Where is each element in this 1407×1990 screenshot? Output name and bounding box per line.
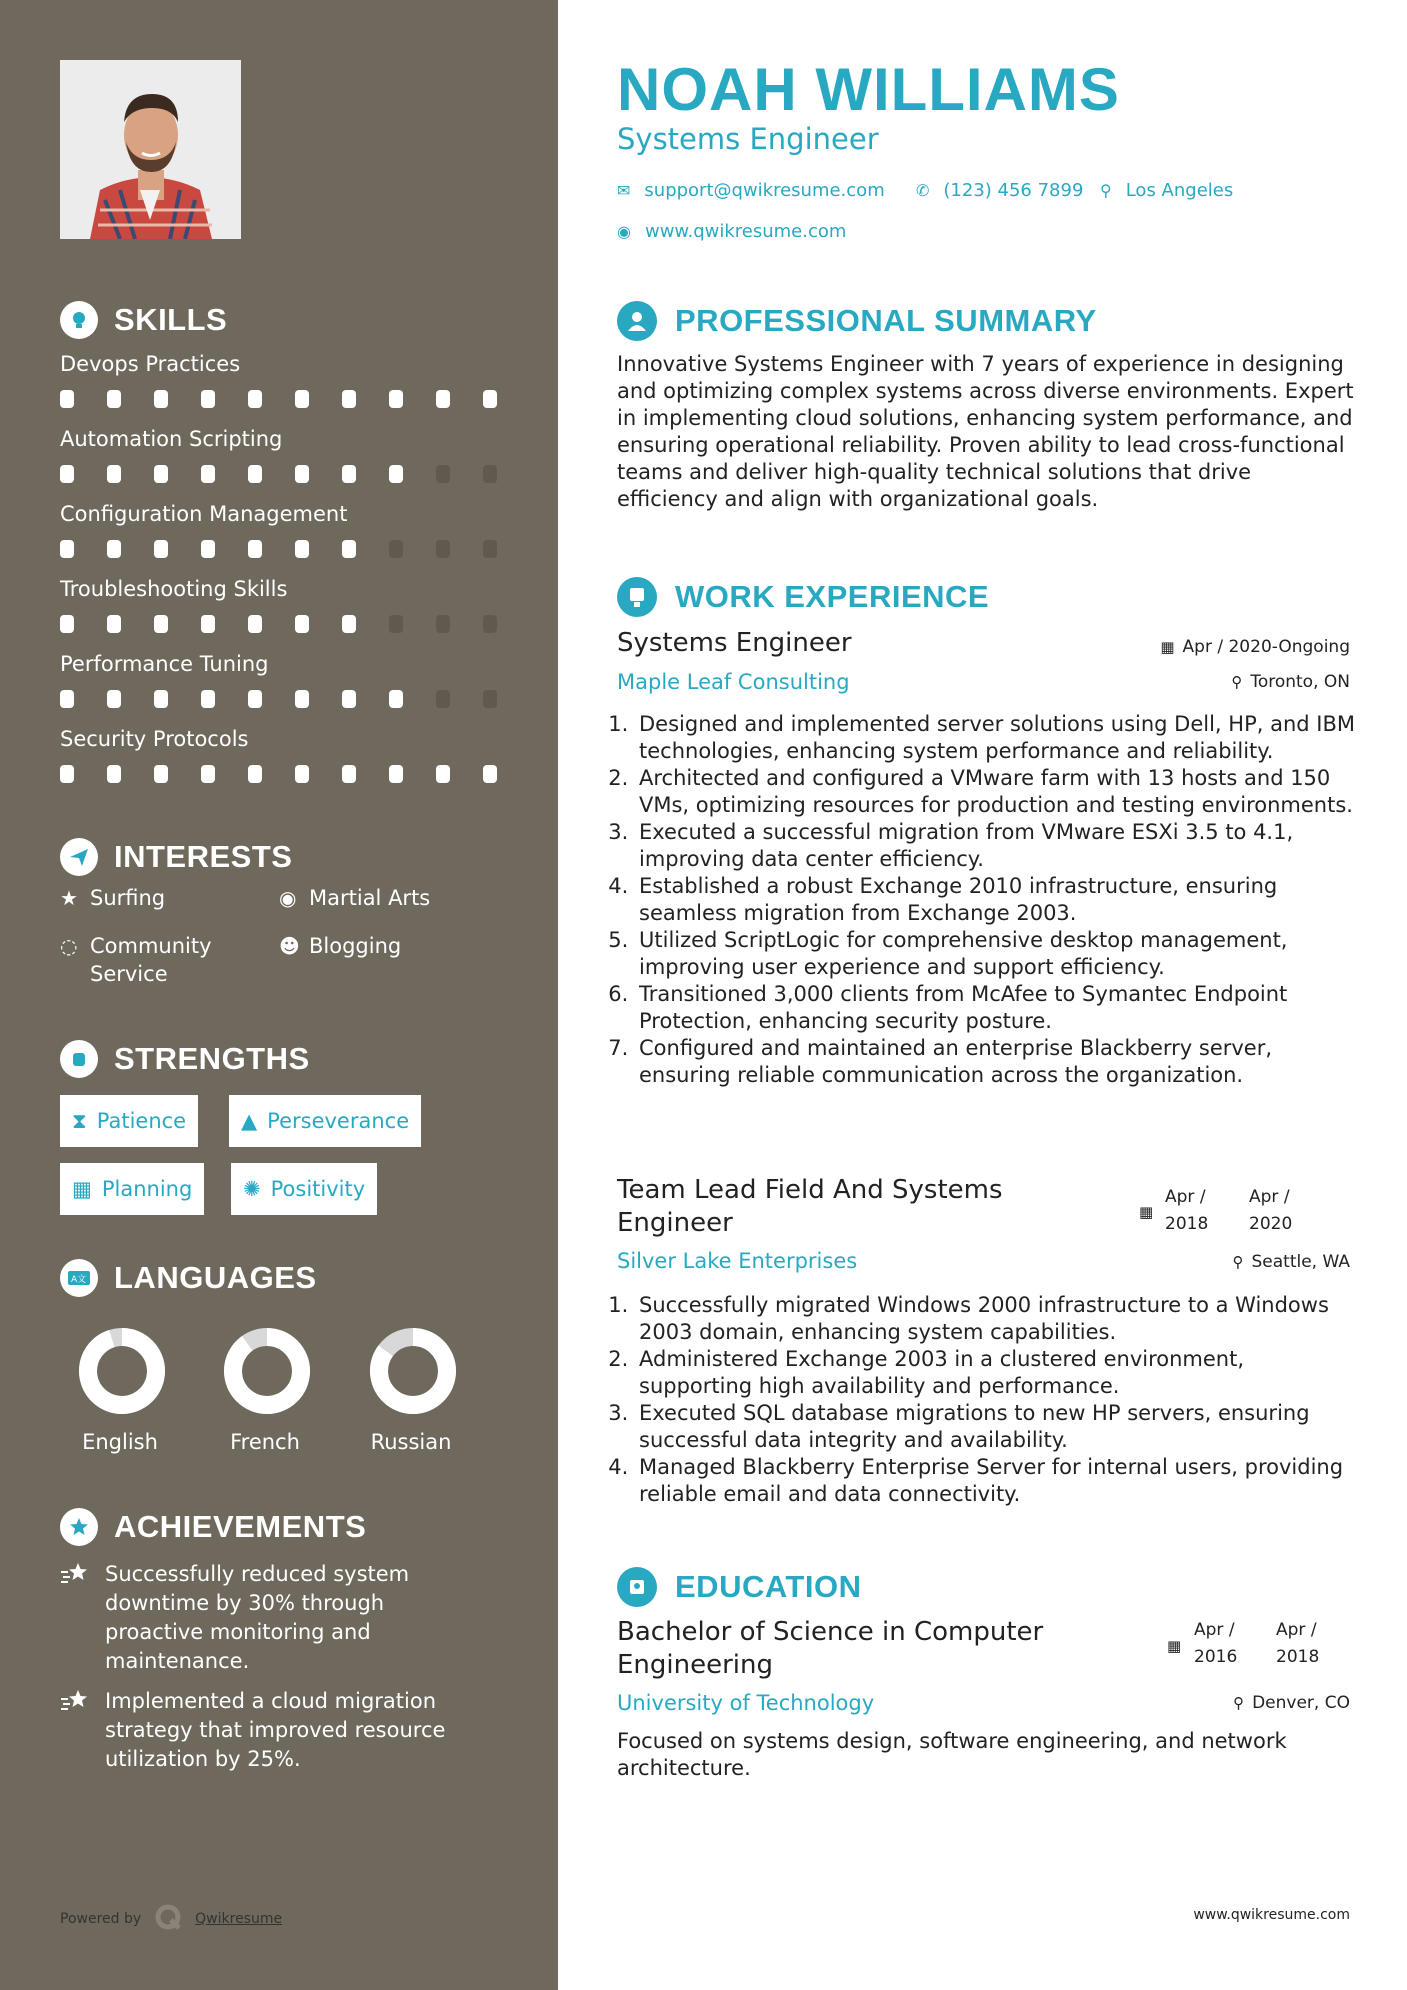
sun-icon: ✺ [243, 1177, 261, 1201]
language-name: English [82, 1430, 158, 1454]
job-location-text: Seattle, WA [1251, 1252, 1350, 1272]
achievement-text: Successfully reduced system downtime by 30% through proactive monitoring and maintenance. [105, 1562, 410, 1673]
skill-rating [60, 540, 530, 558]
achievement-text: Implemented a cloud migration strategy that improved resource utilization by 25%. [105, 1689, 446, 1771]
skill-dot [60, 540, 74, 558]
skill-dot [436, 690, 450, 708]
strength-label: Planning [101, 1177, 193, 1201]
briefcase-icon [617, 577, 657, 617]
skill-dot [60, 690, 74, 708]
job-bullet: 2. Architected and configured a VMware farm with 13 hosts and 150 VMs, optimizing resources for production and testing environments. [635, 765, 1357, 819]
skill-dot [107, 390, 121, 408]
skill-name: Automation Scripting [60, 427, 283, 451]
envelope-icon: ✉ [617, 181, 631, 200]
skill-rating [60, 390, 530, 408]
languages-heading [60, 1259, 317, 1297]
star-badge-icon [60, 1508, 98, 1546]
job-start-month: Apr / [1165, 1187, 1206, 1207]
strengths-title: STRENGTHS [114, 1041, 310, 1076]
strength-badge [231, 1163, 377, 1215]
skill-dot [154, 615, 168, 633]
skill-dot [389, 765, 403, 783]
education-title: EDUCATION [675, 1569, 862, 1604]
work-heading [617, 577, 989, 617]
skill-dot [60, 465, 74, 483]
language-gauge [222, 1326, 312, 1420]
languages-title: LANGUAGES [114, 1260, 317, 1295]
skill-dot [389, 390, 403, 408]
skill-dot [107, 615, 121, 633]
skill-dot [342, 765, 356, 783]
education-start-date [1194, 1617, 1237, 1671]
job-bullet: 1. Designed and implemented server solutions using Dell, HP, and IBM technologies, enhancing system performance and reliability. [635, 711, 1357, 765]
skill-dot [436, 390, 450, 408]
education-end-month: Apr / [1276, 1620, 1317, 1640]
calendar-icon: ▦ [1139, 1203, 1154, 1221]
degree-title: Bachelor of Science in Computer Engineering [617, 1617, 1044, 1680]
skill-rating [60, 615, 530, 633]
skill-dot [483, 540, 497, 558]
language-gauge [77, 1326, 167, 1420]
skill-dot [107, 465, 121, 483]
skill-dot [248, 465, 262, 483]
skill-dot [436, 615, 450, 633]
skill-rating [60, 765, 530, 783]
star-icon: ★ [60, 886, 78, 910]
job-bullet: 2. Administered Exchange 2003 in a clustered environment, supporting high availability and performance. [635, 1346, 1357, 1400]
work-title: WORK EXPERIENCE [675, 579, 990, 614]
skill-dot [248, 765, 262, 783]
skill-name: Configuration Management [60, 502, 348, 526]
education-heading [617, 1567, 861, 1607]
company-name: Maple Leaf Consulting [617, 670, 850, 694]
pushpin-icon: ⚲ [1231, 673, 1243, 691]
interest-item [60, 884, 165, 912]
summary-heading [617, 301, 1097, 341]
qwikresume-logo-icon [153, 1902, 183, 1936]
strength-label: Positivity [270, 1177, 366, 1201]
job-date [1160, 637, 1350, 657]
skill-dot [389, 465, 403, 483]
skill-rating [60, 690, 530, 708]
achievement-item [60, 1687, 480, 1774]
website-text: www.qwikresume.com [644, 221, 847, 242]
candidate-role: Systems Engineer [617, 122, 879, 156]
skill-dot [154, 390, 168, 408]
skill-dot [295, 615, 309, 633]
skill-name: Troubleshooting Skills [60, 577, 288, 601]
skill-dot [389, 690, 403, 708]
strengths-heading [60, 1040, 310, 1078]
skills-heading [60, 301, 227, 339]
skill-dot [483, 615, 497, 633]
powered-by [60, 1902, 282, 1936]
pushpin-icon: ⚲ [1232, 1253, 1244, 1271]
education-text: Focused on systems design, software engineering, and network architecture. [617, 1729, 1287, 1780]
summary-title: PROFESSIONAL SUMMARY [675, 303, 1097, 338]
skill-dot [483, 390, 497, 408]
interests-title: INTERESTS [114, 839, 293, 874]
education-start-month: Apr / [1194, 1620, 1235, 1640]
skill-dot [248, 390, 262, 408]
skill-dot [201, 690, 215, 708]
job-bullet: 7. Configured and maintained an enterprise Blackberry server, ensuring reliable communication across the organization. [635, 1035, 1357, 1089]
footer-url[interactable]: www.qwikresume.com [1193, 1907, 1350, 1923]
skill-dot [60, 615, 74, 633]
job-end-month: Apr / [1249, 1187, 1290, 1207]
job-title: Team Lead Field And Systems Engineer [617, 1175, 1003, 1238]
skill-dot [342, 615, 356, 633]
sidebar [0, 0, 558, 1990]
strength-badge [60, 1095, 198, 1147]
email-contact[interactable] [617, 180, 885, 201]
skill-dot [154, 765, 168, 783]
skill-dot [342, 690, 356, 708]
skill-dot [60, 765, 74, 783]
job-title: Systems Engineer [617, 628, 852, 658]
job-bullet: 3. Executed a successful migration from VMware ESXi 3.5 to 4.1, improving data center efficiency. [635, 819, 1357, 873]
calendar-icon: ▦ [72, 1177, 92, 1201]
job-location [1231, 672, 1350, 692]
education-location [1233, 1693, 1350, 1713]
paper-plane-icon [60, 838, 98, 876]
interest-item [60, 932, 240, 988]
skill-dot [201, 615, 215, 633]
skill-name: Performance Tuning [60, 652, 269, 676]
skill-dot [201, 465, 215, 483]
globe-icon: ◉ [617, 222, 631, 241]
job-bullet: 1. Successfully migrated Windows 2000 infrastructure to a Windows 2003 domain, enhancing system capabilities. [635, 1292, 1357, 1346]
strength-badge [229, 1095, 421, 1147]
phone-text: (123) 456 7899 [943, 180, 1084, 201]
qwikresume-link[interactable]: Qwikresume [195, 1911, 283, 1927]
skill-dot [295, 765, 309, 783]
strength-label: Patience [96, 1109, 187, 1133]
language-level-arc [88, 1337, 156, 1405]
job-start-date [1165, 1184, 1208, 1238]
skill-dot [248, 615, 262, 633]
lightbulb-icon [60, 301, 98, 339]
globe-icon: ◉ [279, 886, 297, 910]
job-location-text: Toronto, ON [1250, 672, 1350, 692]
shield-icon: ◌ [60, 934, 78, 958]
skill-dot [389, 615, 403, 633]
skill-dot [107, 540, 121, 558]
job-end-date [1249, 1184, 1292, 1238]
email-text: support@qwikresume.com [644, 180, 885, 201]
map-pin-icon: ⚲ [1100, 181, 1112, 200]
company-name: Silver Lake Enterprises [617, 1249, 858, 1273]
interest-label: Surfing [90, 886, 166, 910]
interest-item [279, 932, 401, 960]
graduation-icon [617, 1567, 657, 1607]
skill-dot [248, 690, 262, 708]
powered-by-label: Powered by [60, 1911, 142, 1927]
interests-heading [60, 838, 292, 876]
skill-dot [107, 765, 121, 783]
skill-dot [295, 390, 309, 408]
education-location-text: Denver, CO [1252, 1693, 1350, 1713]
skill-rating [60, 465, 530, 483]
education-start-year: 2016 [1194, 1647, 1238, 1667]
job-location [1233, 1252, 1351, 1272]
job-date-text: Apr / 2020-Ongoing [1182, 637, 1350, 657]
job-bullet: 4. Established a robust Exchange 2010 infrastructure, ensuring seamless migration from Exchange 2003. [635, 873, 1357, 927]
skills-title: SKILLS [114, 302, 228, 337]
interest-label: Community Service [90, 934, 212, 986]
phone-icon: ✆ [916, 181, 930, 200]
summary-text: Innovative Systems Engineer with 7 years of experience in designing and optimizing complex systems across diverse environments. Expert in implementing cloud solutions, enhancing system performance, and ensuring operational reliability. Proven ability to lead cross-functional teams and deliver high-quality technical solutions that drive efficiency and align with organizational goals. [617, 352, 1354, 511]
skill-dot [107, 690, 121, 708]
strength-badge [60, 1163, 204, 1215]
profile-photo [60, 60, 241, 239]
skill-name: Devops Practices [60, 352, 241, 376]
language-gauge [368, 1326, 458, 1420]
skill-dot [436, 465, 450, 483]
skill-dot [295, 465, 309, 483]
skill-dot [483, 690, 497, 708]
achievements-title: ACHIEVEMENTS [114, 1509, 367, 1544]
language-level-arc [233, 1337, 301, 1405]
skill-dot [483, 765, 497, 783]
skill-dot [295, 690, 309, 708]
candidate-name: NOAH WILLIAMS [617, 56, 1120, 123]
language-name: French [230, 1430, 300, 1454]
phone-contact[interactable] [916, 180, 1083, 201]
user-icon [617, 301, 657, 341]
interest-label: Martial Arts [309, 886, 431, 910]
skill-dot [201, 765, 215, 783]
language-icon [60, 1259, 98, 1297]
users-icon: ☻ [279, 934, 300, 958]
hourglass-icon: ⧗ [72, 1108, 87, 1133]
skill-dot [60, 390, 74, 408]
job-end-year: 2020 [1249, 1214, 1293, 1234]
job-bullet: 6. Transitioned 3,000 clients from McAfee to Symantec Endpoint Protection, enhancing security posture. [635, 981, 1357, 1035]
education-end-year: 2018 [1276, 1647, 1320, 1667]
job-bullet: 3. Executed SQL database migrations to new HP servers, ensuring successful data integrity and availability. [635, 1400, 1357, 1454]
skill-dot [436, 765, 450, 783]
skill-dot [201, 540, 215, 558]
interest-item [279, 884, 430, 912]
calendar-icon: ▦ [1160, 638, 1175, 656]
achievements-heading [60, 1508, 366, 1546]
pushpin-icon: ⚲ [1233, 1694, 1245, 1712]
skill-dot [389, 540, 403, 558]
interest-label: Blogging [309, 934, 402, 958]
skill-dot [248, 540, 262, 558]
skill-dot [342, 390, 356, 408]
skill-dot [295, 540, 309, 558]
flag-icon: ▲ [241, 1109, 258, 1133]
shooting-star-icon [60, 1687, 105, 1774]
skill-dot [436, 540, 450, 558]
job-bullet: 4. Managed Blackberry Enterprise Server for internal users, providing reliable email and data connectivity. [635, 1454, 1357, 1508]
school-name: University of Technology [617, 1691, 875, 1715]
strength-label: Perseverance [267, 1109, 410, 1133]
skill-dot [342, 540, 356, 558]
job-bullet: 5. Utilized ScriptLogic for comprehensive desktop management, improving user experience and support efficiency. [635, 927, 1357, 981]
achievement-item [60, 1560, 480, 1676]
skill-name: Security Protocols [60, 727, 249, 751]
education-end-date [1276, 1617, 1319, 1671]
job-start-year: 2018 [1165, 1214, 1209, 1234]
shooting-star-icon [60, 1560, 105, 1676]
job-bullets [617, 711, 1357, 1089]
fist-icon [60, 1040, 98, 1078]
svg-text:A文: A文 [71, 1275, 87, 1285]
skill-dot [342, 465, 356, 483]
skill-dot [154, 690, 168, 708]
skill-dot [154, 540, 168, 558]
language-name: Russian [370, 1430, 452, 1454]
calendar-icon: ▦ [1167, 1637, 1182, 1655]
skill-dot [154, 465, 168, 483]
location-contact [1100, 180, 1233, 201]
skill-dot [201, 390, 215, 408]
job-bullets [617, 1292, 1357, 1508]
location-text: Los Angeles [1125, 180, 1234, 201]
website-contact[interactable] [617, 221, 846, 242]
skill-dot [483, 465, 497, 483]
